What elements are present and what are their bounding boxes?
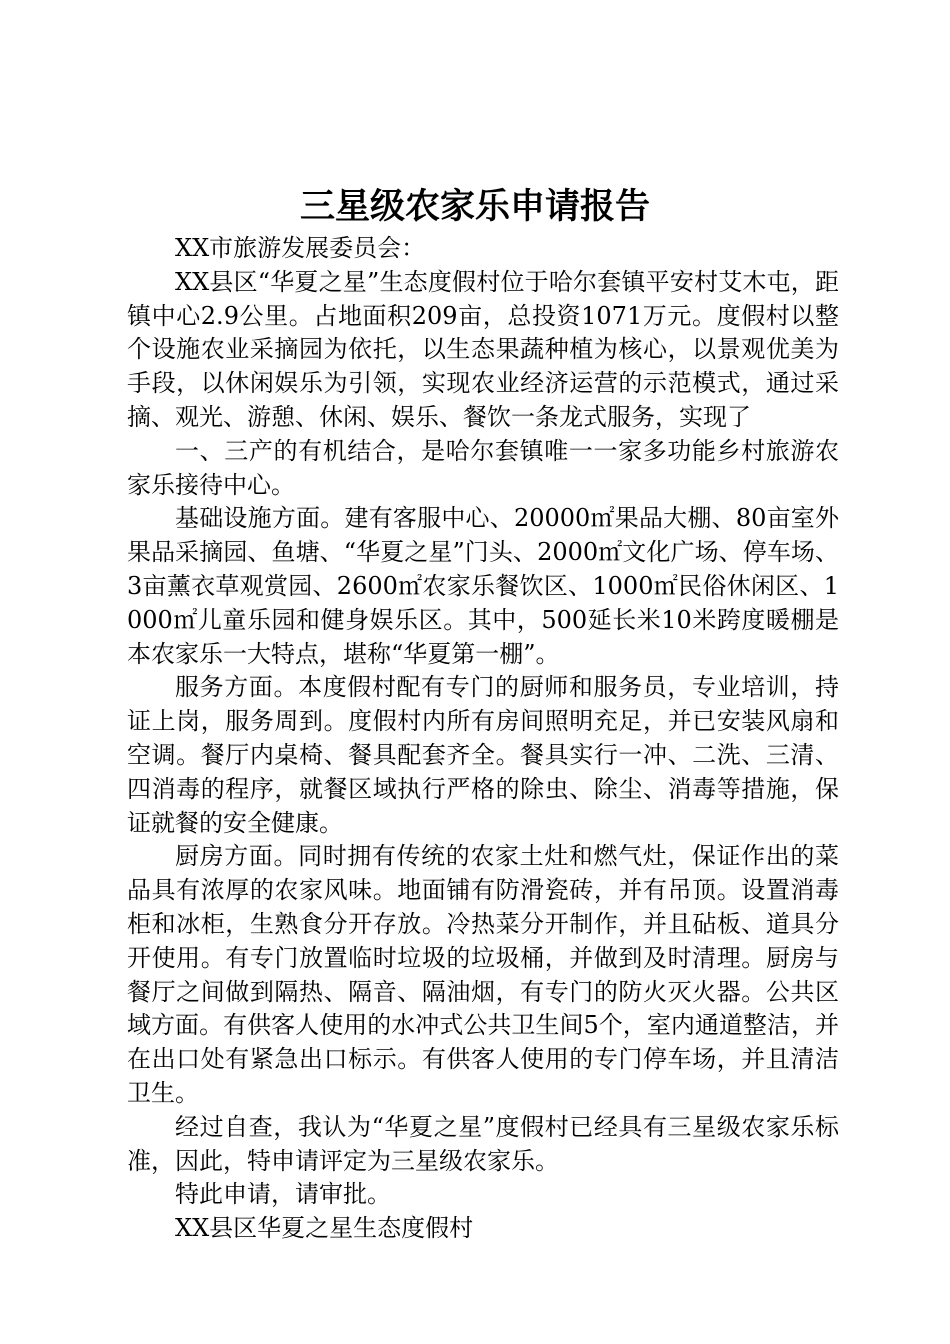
document-title: 三星级农家乐申请报告 xyxy=(299,186,650,227)
salutation: XX市旅游发展委员会： xyxy=(175,234,426,262)
signature: XX县区华夏之星生态度假村 xyxy=(175,1214,474,1243)
paragraph-service: 服务方面。本度假村配有专门的厨师和服务员，专业培训，持证上岗，服务周到。度假村内所有房间照明充足，并已安装风扇和空调。餐厅内桌椅、餐具配套齐全。餐具实行一冲、二洗、三清、四消毒的程序，就餐区域执行严格的除虫、除尘、消毒等措施，保证就餐的安全健康。 xyxy=(127,673,839,837)
paragraph-integration: 一、三产的有机结合，是哈尔套镇唯一一家多功能乡村旅游农家乐接待中心。 xyxy=(127,436,839,499)
paragraph-conclusion: 经过自查，我认为“华夏之星”度假村已经具有三星级农家乐标准，因此，特申请评定为三星级农家乐。 xyxy=(127,1112,839,1175)
paragraph-request: 特此申请，请审批。 xyxy=(175,1180,391,1209)
paragraph-intro: XX县区“华夏之星”生态度假村位于哈尔套镇平安村艾木屯，距镇中心2.9公里。占地面积209亩，总投资1071万元。度假村以整个设施农业采摘园为依托，以生态果蔬种植为核心，以景观优美为手段，以休闲娱乐为引领，实现农业经济运营的示范模式，通过采摘、观光、游憩、休闲、娱乐、餐饮一条龙式服务，实现了 xyxy=(127,267,839,431)
paragraph-infrastructure: 基础设施方面。建有客服中心、20000㎡果品大棚、80亩室外果品采摘园、鱼塘、“华夏之星”门头、2000㎡文化广场、停车场、3亩薰衣草观赏园、2600㎡农家乐餐饮区、1000㎡民俗休闲区、1000㎡儿童乐园和健身娱乐区。其中，500延长米10米跨度暖棚是本农家乐一大特点，堪称“华夏第一棚”。 xyxy=(127,504,839,668)
document-body xyxy=(127,232,839,1246)
paragraph-kitchen: 厨房方面。同时拥有传统的农家土灶和燃气灶，保证作出的菜品具有浓厚的农家风味。地面铺有防滑瓷砖，并有吊顶。设置消毒柜和冰柜，生熟食分开存放。冷热菜分开制作，并且砧板、道具分开使用。有专门放置临时垃圾的垃圾桶，并做到及时清理。厨房与餐厅之间做到隔热、隔音、隔油烟，有专门的防火灭火器。公共区域方面。有供客人使用的水冲式公共卫生间5个，室内通道整洁，并在出口处有紧急出口标示。有供客人使用的专门停车场，并且清洁卫生。 xyxy=(127,842,839,1107)
